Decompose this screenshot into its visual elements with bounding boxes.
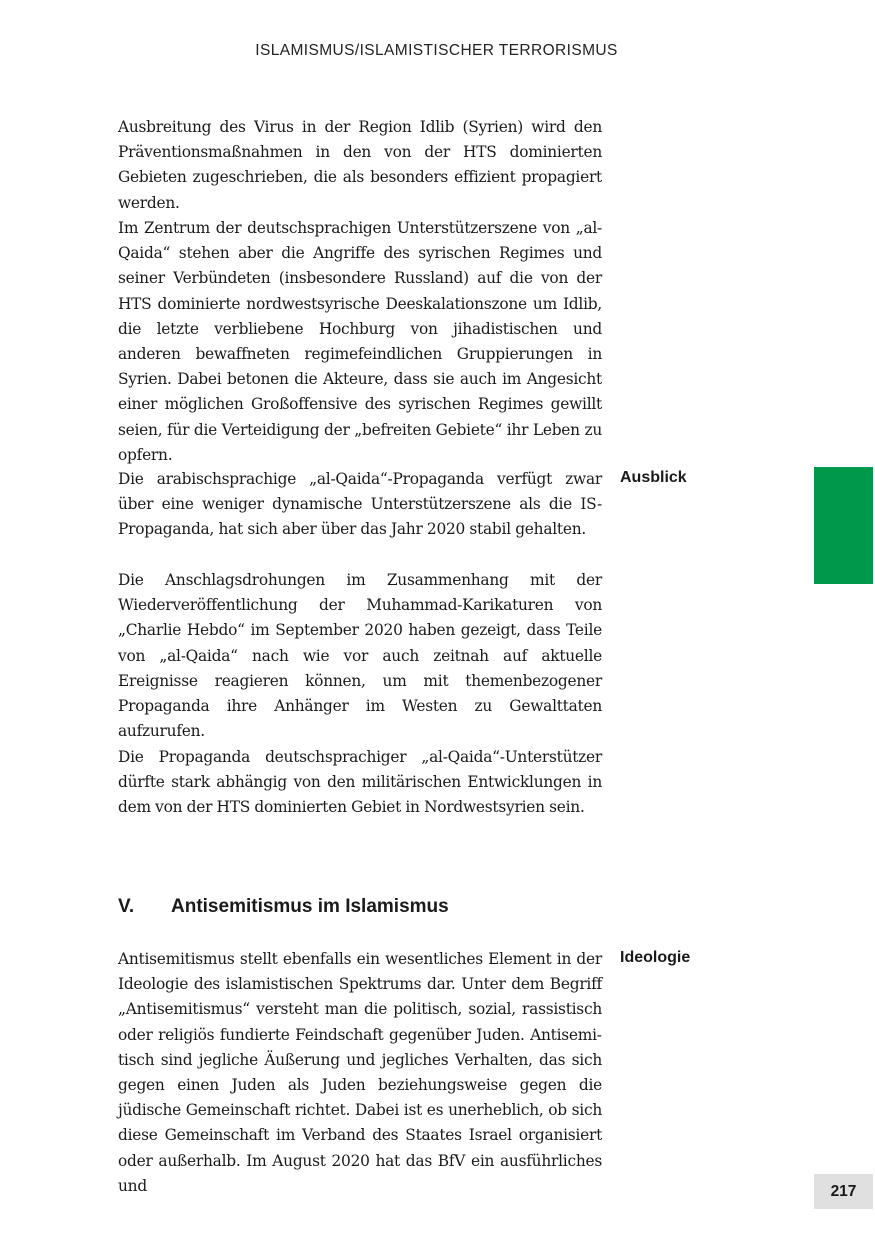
margin-note-ideologie: Ideologie — [620, 949, 691, 966]
chapter-tab-marker — [814, 467, 873, 584]
section-title: Antisemitismus im Islamismus — [171, 896, 449, 917]
section-number: V. — [118, 896, 135, 917]
margin-note-ausblick: Ausblick — [620, 469, 687, 486]
paragraph-unterstuetzerszene: Im Zentrum der deutschsprachigen Unterstützerszene von „al-Qaida“ stehen aber die Angriffe des syrischen Regimes und seiner Verbündeten (insbesondere Russland) auf die von der HTS dominierte nordwestsyrische Deeskalationszone um Idlib, die letzte verbliebene Hochburg von jihadistischen und anderen bewaffneten regimefeindlichen Gruppierungen in Syrien. Dabei betonen die Akteure, dass sie auch im Angesicht einer möglichen Großoffensive des syrischen Regimes gewillt seien, für die Verteidigung der „befreiten Gebiete“ ihr Leben zu opfern. — [118, 219, 602, 464]
paragraph-arabic-propaganda: Die arabischsprachige „al-Qaida“-Propaganda verfügt zwar über eine weniger dynamische Unterstützerszene als die IS-Propaganda, hat sich aber über das Jahr 2020 stabil gehalten. — [118, 470, 602, 539]
paragraph-charlie-hebdo: Die Anschlagsdrohungen im Zusammenhang mit der Wiederveröffentlichung der Muhammad-Karikaturen von „Charlie Hebdo“ im September 2020 haben gezeigt, dass Teile von „al-Qaida“ nach wie vor auch zeitnah auf aktuelle Ereignisse reagieren können, um mit themenbezogener Propaganda ihre Anhänger im Westen zu Gewalttaten aufzurufen. — [118, 571, 602, 741]
page-number: 217 — [814, 1174, 873, 1209]
paragraph-virus-idlib: Ausbreitung des Virus in der Region Idlib (Syrien) wird den Präventionsmaßnahmen in den von der HTS dominierten Gebieten zugeschrieben, die als besonders effizient propagiert werden. — [118, 118, 602, 212]
running-header: ISLAMISMUS/ISLAMISTISCHER TERRORISMUS — [255, 42, 618, 59]
paragraph-antisemitismus: Antisemitismus stellt ebenfalls ein wesentliches Element in der Ideologie des islamistischen Spektrums dar. Unter dem Begriff „Antisemitismus“ versteht man die politisch, sozial, rassistisch oder religiös fundierte Feindschaft gegenüber Juden. Antisemitisch sind jegliche Äußerung und jegliches Verhalten, das sich gegen einen Juden als Juden beziehungsweise gegen die jüdische Gemeinschaft richtet. Dabei ist es unerheblich, ob sich diese Gemeinschaft im Verband des Staates Israel organisiert oder außerhalb. Im August 2020 hat das BfV ein ausführliches und — [118, 950, 602, 1195]
paragraph-propaganda-outlook: Die Propaganda deutschsprachiger „al-Qaida“-Unterstützer dürfte stark abhängig von den militärischen Entwicklungen in dem von der HTS dominierten Gebiet in Nordwestsyrien sein. — [118, 748, 602, 817]
section-heading — [118, 896, 602, 918]
